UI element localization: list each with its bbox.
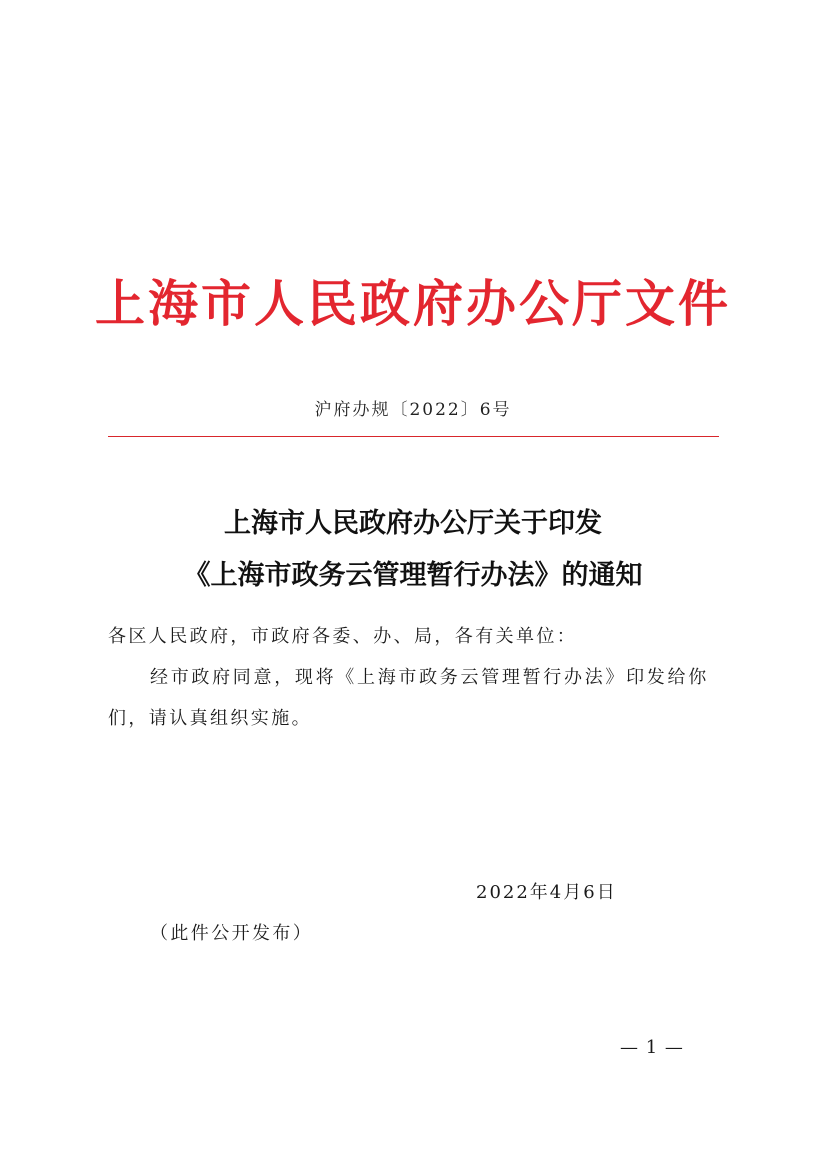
issue-date: 2022年4月6日	[476, 882, 617, 903]
salutation: 各区人民政府，市政府各委、办、局，各有关单位：	[108, 626, 578, 647]
body-paragraph-line-1: 经市政府同意，现将《上海市政务云管理暂行办法》印发给你	[150, 667, 709, 688]
document-masthead: 上海市人民政府办公厅文件	[95, 274, 731, 333]
red-separator-line	[108, 436, 719, 437]
page-number: — 1 —	[620, 1037, 684, 1058]
document-number: 沪府办规〔2022〕6号	[314, 400, 512, 420]
document-title-line-1: 上海市人民政府办公厅关于印发	[224, 508, 602, 539]
body-paragraph-line-2: 们，请认真组织实施。	[108, 708, 312, 729]
document-title-line-2: 《上海市政务云管理暂行办法》的通知	[183, 560, 643, 591]
public-release-note: （此件公开发布）	[150, 923, 314, 944]
